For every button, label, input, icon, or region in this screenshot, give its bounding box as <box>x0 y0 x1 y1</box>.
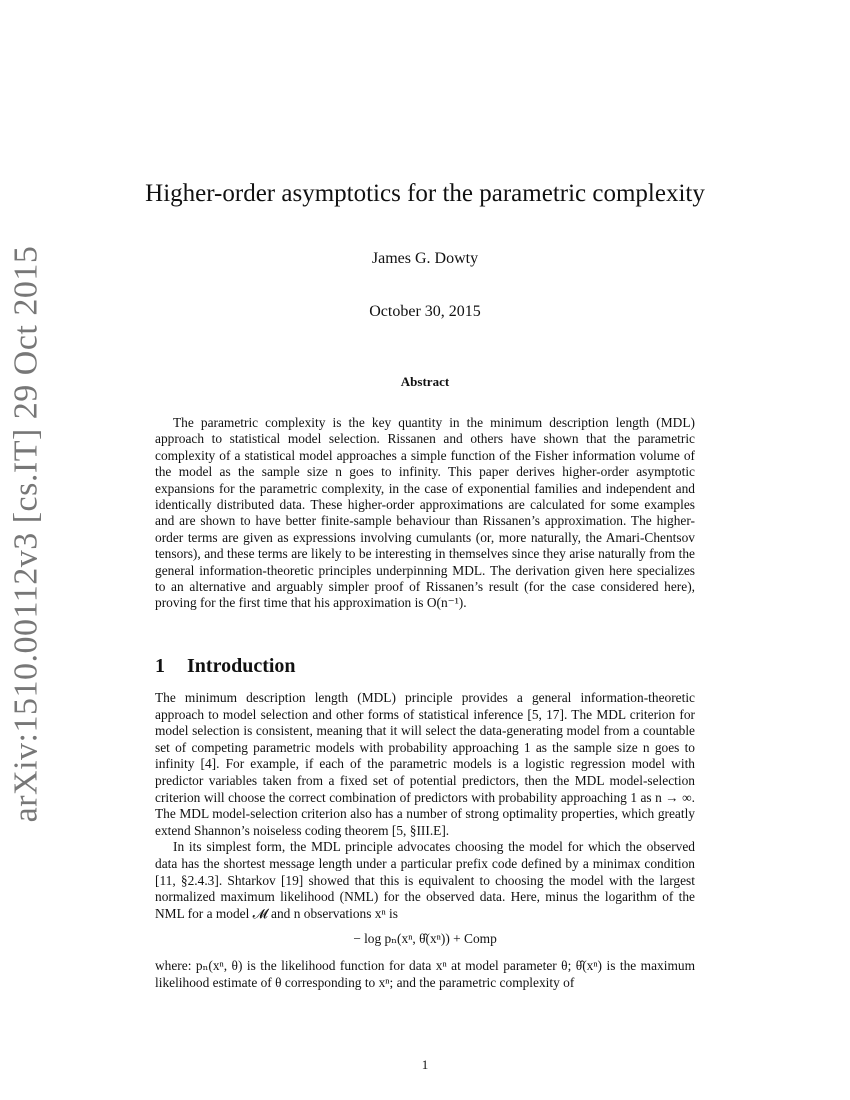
paragraph-3: where: pₙ(xⁿ, θ) is the likelihood function for data xⁿ at model parameter θ; θ̂(xⁿ) is the maximum likelihood estimate of θ corresponding to xⁿ; and the parametric complexity of <box>155 957 695 990</box>
section-number: 1 <box>155 655 165 677</box>
paper-title: Higher-order asymptotics for the parametric complexity <box>145 180 705 207</box>
abstract-text: The parametric complexity is the key quantity in the minimum description length (MDL) approach to statistical model selection. Rissanen and others have shown that the parametric complexity of a statistical model approaches a simple function of the Fisher information volume of the model as the sample size n goes to infinity. This paper derives higher-order asymptotic expansions for the parametric complexity, in the case of exponential families and independent and identically distributed data. These higher-order approximations are calculated for some examples and are shown to have better finite-sample behaviour than Rissanen’s approximation. The higher-order terms are given as expressions involving cumulants (or, more naturally, the Amari-Chentsov tensors), and these terms are likely to be interesting in themselves since they arise naturally from the general information-theoretic principles underpinning MDL. The derivation given here specializes to an alternative and arguably simpler proof of Rissanen’s result (for the case considered here), proving for the first time that his approximation is O(n⁻¹). <box>155 415 695 611</box>
paragraph-2: In its simplest form, the MDL principle advocates choosing the model for which the observed data has the shortest message length under a particular prefix code defined by a minimax condition [11, §2.4.3]. Shtarkov [19] showed that this is equivalent to choosing the model with the largest normalized maximum likelihood (NML) for the observed data. Here, minus the logarithm of the NML for a model 𝓜 and n observations xⁿ is <box>155 839 695 921</box>
section-heading <box>155 655 296 678</box>
arxiv-identifier: arXiv:1510.00112v3 [cs.IT] 29 Oct 2015 <box>7 245 44 823</box>
section-title: Introduction <box>187 655 296 677</box>
publication-date: October 30, 2015 <box>369 303 481 320</box>
section-body <box>155 690 695 991</box>
author-name: James G. Dowty <box>371 250 479 267</box>
nml-equation: − log pₙ(xⁿ, θ̂(xⁿ)) + Comp <box>353 931 497 947</box>
abstract-heading: Abstract <box>400 374 450 389</box>
paragraph-1: The minimum description length (MDL) principle provides a general information-theoretic approach to model selection and other forms of statistical inference [5, 17]. The MDL criterion for model selection is consistent, meaning that it will select the data-generating model from a countable set of competing parametric models with probability approaching 1 as the sample size n goes to infinity [4]. For example, if each of the parametric models is a logistic regression model with predictor variables taken from a fixed set of potential predictors, then the MDL model-selection criterion will choose the correct combination of predictors with probability approaching 1 as n → ∞. The MDL model-selection criterion also has a number of strong optimality properties, which greatly extend Shannon’s noiseless coding theorem [5, §III.E]. <box>155 690 695 838</box>
page-number: 1 <box>421 1057 429 1072</box>
